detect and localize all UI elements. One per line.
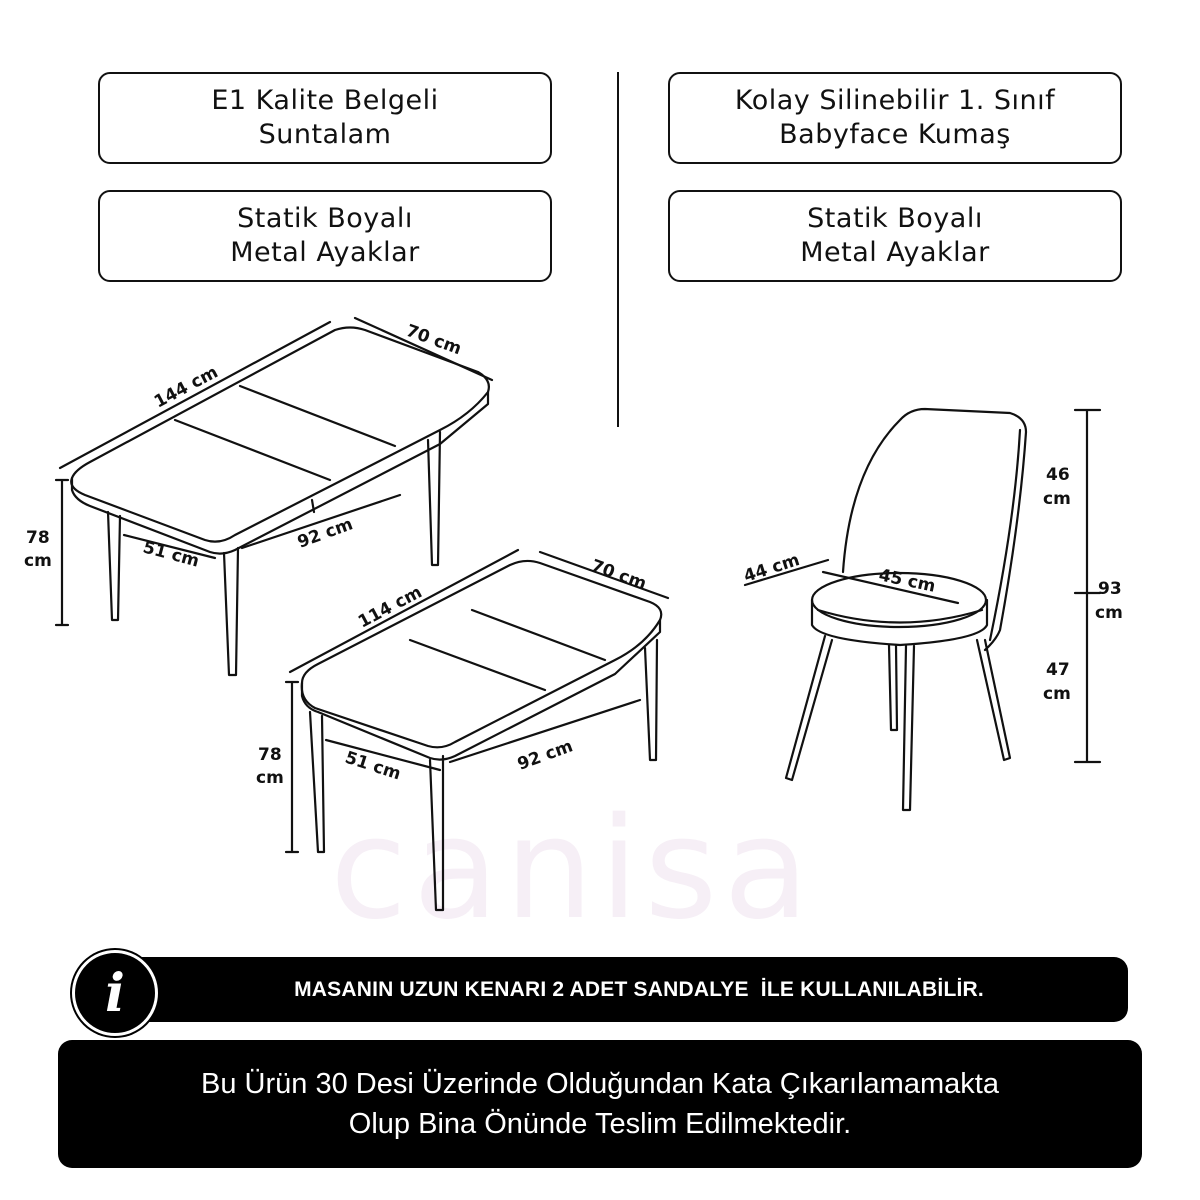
- brand-watermark: canisa: [330, 788, 816, 951]
- dim-leaf-closed: 51 cm: [342, 747, 404, 785]
- dim-leaf-extended: 51 cm: [140, 537, 202, 572]
- feature-text: Metal Ayaklar: [800, 237, 990, 268]
- dim-height-unit: cm: [24, 551, 52, 571]
- dim-chair-depth: 44 cm: [741, 550, 803, 587]
- info-icon: i: [72, 950, 158, 1036]
- dim-height-closed: 78: [258, 745, 282, 765]
- delivery-notice: [58, 1040, 1142, 1168]
- dim-unit: cm: [1043, 684, 1071, 704]
- feature-text: Suntalam: [258, 119, 392, 150]
- dim-height-unit: cm: [256, 768, 284, 788]
- notice-line: Bu Ürün 30 Desi Üzerinde Olduğundan Kata Çıkarılamamakta: [201, 1068, 999, 1100]
- dim-seat-height: 47: [1046, 660, 1070, 680]
- notice-line: Olup Bina Önünde Teslim Edilmektedir.: [348, 1108, 852, 1140]
- dim-length-extended: 144 cm: [150, 362, 222, 413]
- dim-back-height: 46: [1046, 465, 1070, 485]
- feature-text: Metal Ayaklar: [230, 237, 420, 268]
- dim-total-height: 93: [1098, 579, 1122, 599]
- dim-width-closed: 70 cm: [588, 555, 650, 595]
- extended-table-drawing: [56, 318, 492, 675]
- dim-unit: cm: [1095, 603, 1123, 623]
- feature-text: E1 Kalite Belgeli: [211, 85, 439, 116]
- dim-unit: cm: [1043, 489, 1071, 509]
- dim-width-extended: 70 cm: [403, 320, 465, 360]
- dim-seat-width: 45 cm: [876, 565, 938, 597]
- dim-height-extended: 78: [26, 528, 50, 548]
- feature-text: Babyface Kumaş: [779, 119, 1011, 150]
- feature-text: Statik Boyalı: [807, 203, 983, 234]
- dim-length-closed: 114 cm: [354, 582, 426, 633]
- info-banner: [110, 957, 1128, 1022]
- dim-span-closed: 92 cm: [514, 736, 576, 775]
- dim-span-extended: 92 cm: [294, 514, 356, 553]
- feature-text: Kolay Silinebilir 1. Sınıf: [734, 85, 1056, 116]
- feature-text: Statik Boyalı: [237, 203, 413, 234]
- closed-table-drawing: [286, 550, 668, 910]
- info-text: MASANIN UZUN KENARI 2 ADET SANDALYE İLE KULLANILABİLİR.: [294, 977, 984, 1001]
